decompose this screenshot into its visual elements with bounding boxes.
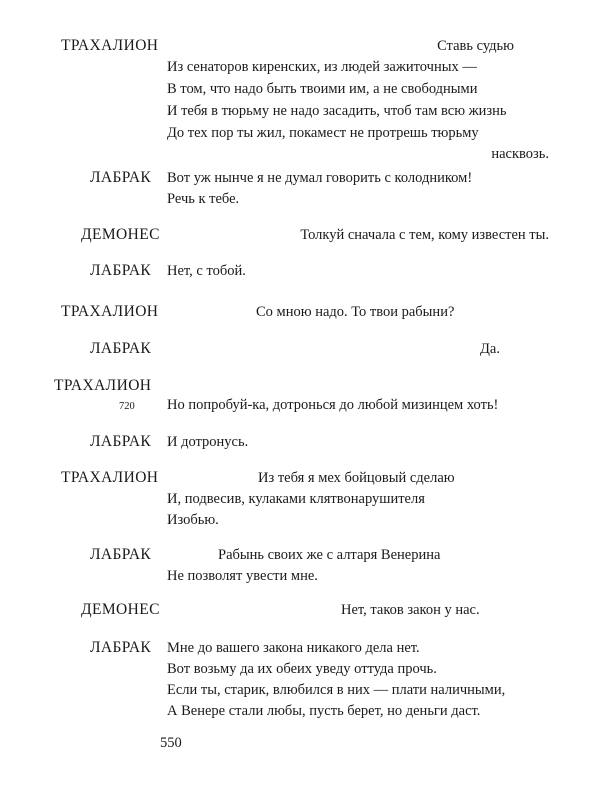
verse-line: Но попробуй-ка, дотронься до любой мизинцем хоть! bbox=[167, 397, 499, 413]
verse-line: Изобью. bbox=[167, 512, 219, 528]
verse-line: И, подвесив, кулаками клятвонарушителя bbox=[167, 491, 425, 507]
speaker-name: ЛАБРАК bbox=[90, 340, 152, 357]
verse-line: Речь к тебе. bbox=[167, 191, 240, 207]
verse-line: Из сенаторов киренских, из людей зажиточных — bbox=[167, 59, 477, 75]
verse-line: Нет, таков закон у нас. bbox=[341, 602, 480, 618]
verse-line: И дотронусь. bbox=[167, 434, 249, 450]
verse-line: До тех пор ты жил, покамест не протрешь тюрьму bbox=[167, 125, 479, 141]
verse-line: Вот уж нынче я не думал говорить с колодником! bbox=[167, 170, 473, 186]
speaker-name: ТРАХАЛИОН bbox=[54, 377, 152, 394]
verse-line: Не позволят увести мне. bbox=[167, 568, 318, 584]
verse-line: И тебя в тюрьму не надо засадить, чтоб там всю жизнь bbox=[167, 103, 507, 119]
verse-line: Толкуй сначала с тем, кому известен ты. bbox=[300, 227, 549, 243]
speaker-name: ЛАБРАК bbox=[90, 169, 152, 186]
verse-line: В том, что надо быть твоими им, а не свободными bbox=[167, 81, 478, 97]
speaker-name: ЛАБРАК bbox=[90, 433, 152, 450]
verse-line: Мне до вашего закона никакого дела нет. bbox=[167, 640, 420, 656]
speaker-name: ДЕМОНЕС bbox=[81, 601, 160, 618]
speaker-name: ЛАБРАК bbox=[90, 262, 152, 279]
speaker-name: ТРАХАЛИОН bbox=[61, 37, 159, 54]
line-number: 720 bbox=[119, 401, 135, 412]
verse-line: Ставь судью bbox=[437, 38, 514, 54]
verse-line: А Венере стали любы, пусть берет, но деньги даст. bbox=[167, 703, 481, 719]
verse-line: Рабынь своих же с алтаря Венерина bbox=[218, 547, 441, 563]
speaker-name: ТРАХАЛИОН bbox=[61, 469, 159, 486]
verse-line: Нет, с тобой. bbox=[167, 263, 246, 279]
verse-line: насквозь. bbox=[491, 146, 549, 162]
verse-line: Если ты, старик, влюбился в них — плати наличными, bbox=[167, 682, 506, 698]
verse-line: Со мною надо. То твои рабыни? bbox=[256, 304, 455, 320]
speaker-name: ЛАБРАК bbox=[90, 639, 152, 656]
verse-line: Да. bbox=[480, 341, 500, 357]
verse-line: Вот возьму да их обеих уведу оттуда прочь. bbox=[167, 661, 437, 677]
page-number: 550 bbox=[160, 735, 182, 751]
speaker-name: ЛАБРАК bbox=[90, 546, 152, 563]
speaker-name: ДЕМОНЕС bbox=[81, 226, 160, 243]
speaker-name: ТРАХАЛИОН bbox=[61, 303, 159, 320]
verse-line: Из тебя я мех бойцовый сделаю bbox=[258, 470, 455, 486]
